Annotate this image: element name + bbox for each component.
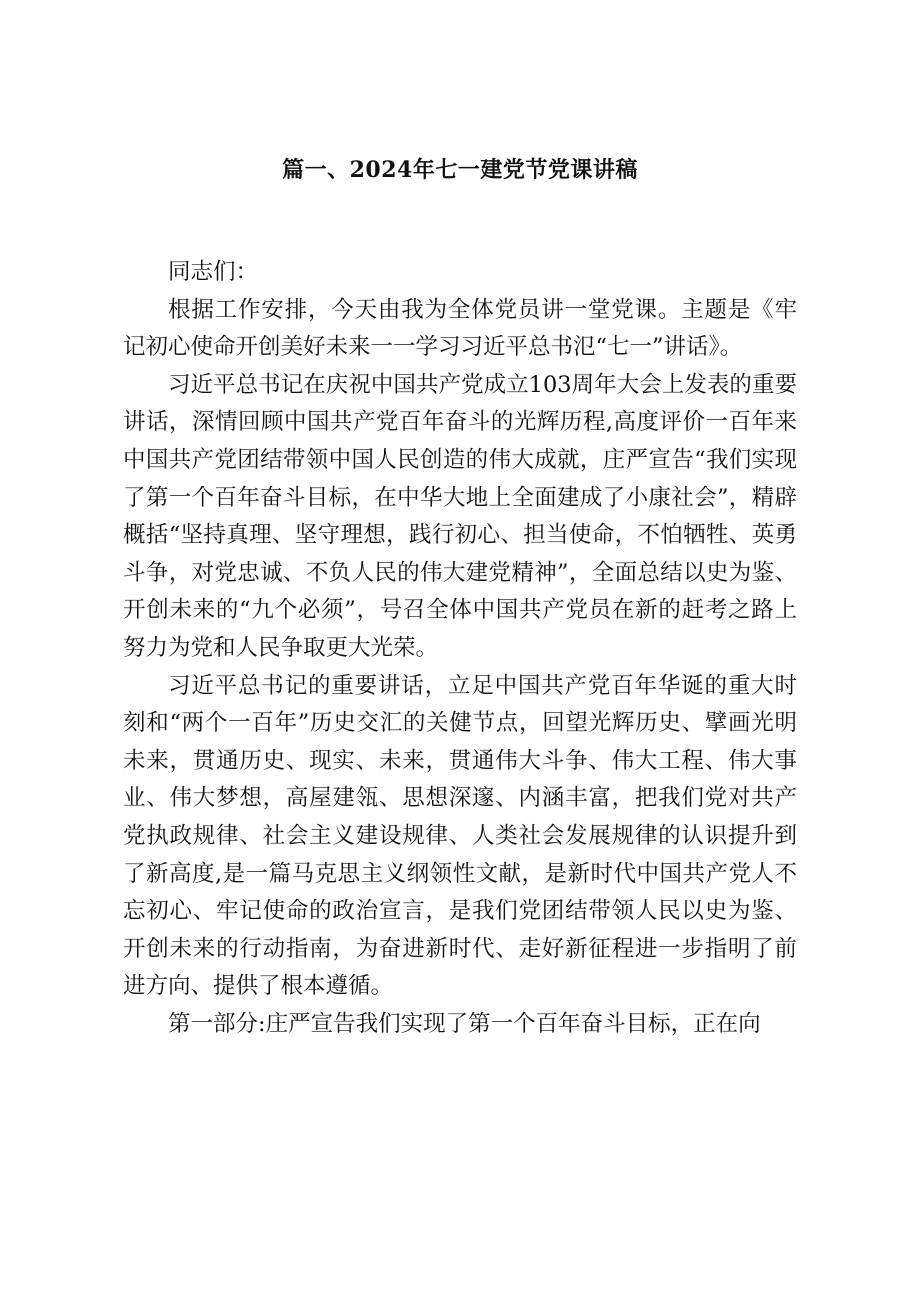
paragraph-topic: 根据工作安排，今天由我为全体党员讲一堂党课。主题是《牢记初心使命开创美好未来一一学习习近平总书氾“七一”讲话》。 bbox=[123, 296, 797, 361]
document-title: 篇一、2024年七一建党节党课讲稿 bbox=[282, 157, 638, 183]
paragraph-speech-significance: 习近平总书记的重要讲话，立足中国共产党百年华诞的重大时刻和“两个一百年”历史交汇的关健节点，回望光辉历史、擘画光明未来，贯通历史、现实、未来，贯通伟大斗争、伟大工程、伟大事业、伟大梦想，高屋建瓴、思想深邃、内涵丰富，把我们党对共产党执政规律、社会主义建设规律、人类社会发展规律的认识提升到了新高度,是一篇马克思主义纲领性文献，是新时代中国共产党人不忘初心、牢记使命的政治宣言，是我们党团结带领人民以史为鉴、开创未来的行动指南，为奋进新时代、走好新征程进一步指明了前进方向、提供了根本遵循。 bbox=[123, 672, 797, 1000]
paragraph-speech-summary: 习近平总书记在庆祝中国共产党成立103周年大会上发表的重要讲话，深情回顾中国共产党百年奋斗的光辉历程,高度评价一百年来中国共产党团结带领中国人民创造的伟大成就，庄严宣告“我们实现了第一个百年奋斗目标，在中华大地上全面建成了小康社会”，精辟概括“坚持真理、坚守理想，践行初心、担当使命，不怕牺牲、英勇斗争，对党忠诚、不负人民的伟大建党精神”，全面总结以史为鉴、开创未来的“九个必须”，号召全体中国共产党员在新的赶考之路上努力为党和人民争取更大光荣。 bbox=[123, 371, 797, 661]
salutation: 同志们： bbox=[168, 259, 259, 285]
paragraph-part-one: 第一部分:庄严宣告我们实现了第一个百年奋斗目标，正在向 bbox=[168, 1010, 761, 1037]
document-body bbox=[123, 254, 797, 1043]
